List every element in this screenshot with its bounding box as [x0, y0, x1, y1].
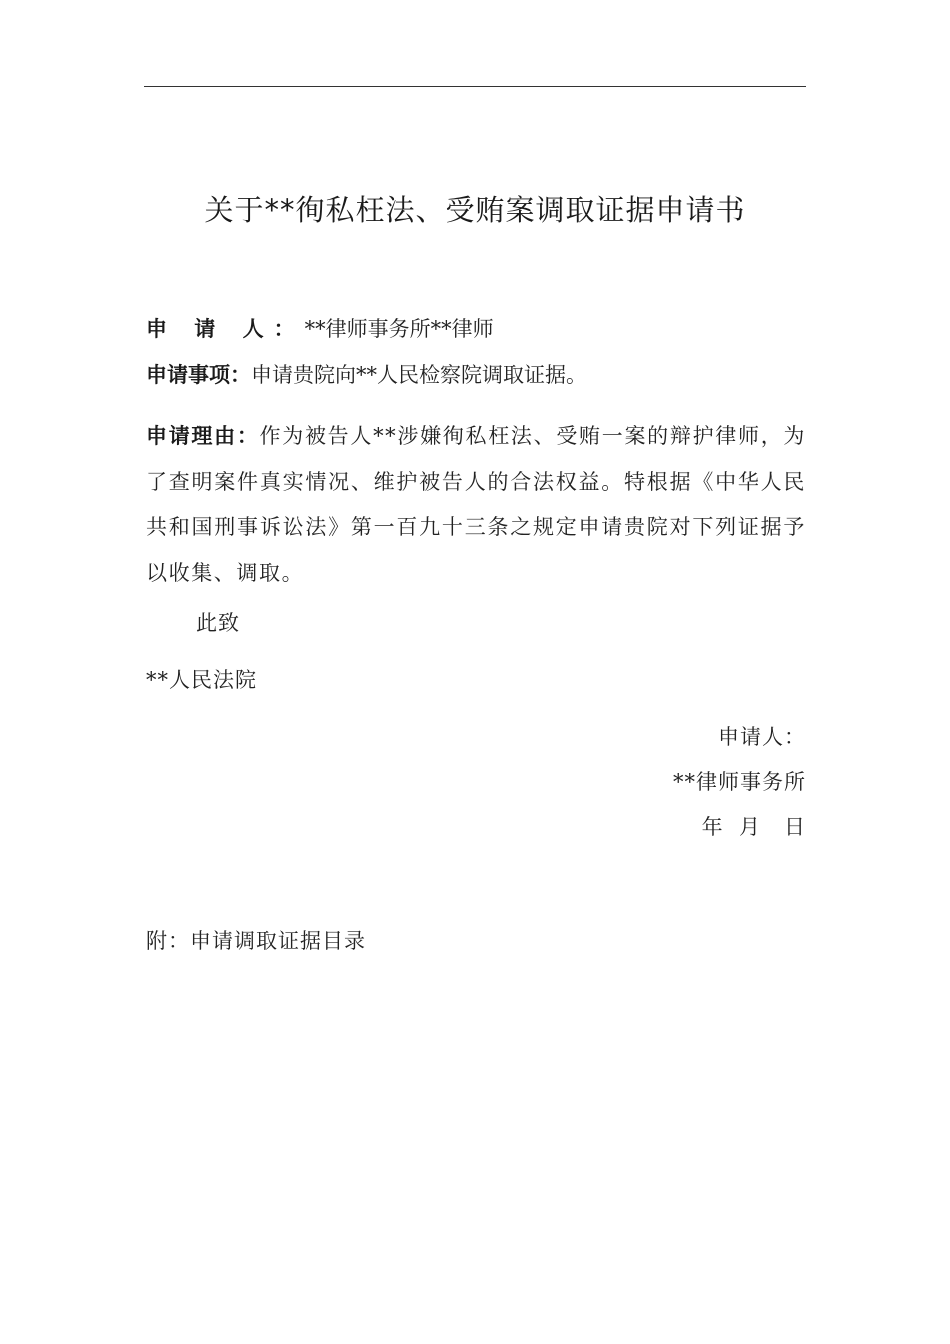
header-rule [144, 86, 806, 87]
reason-value: 作为被告人**涉嫌徇私枉法、受贿一案的辩护律师，为了查明案件真实情况、维护被告人的合法权益。特根据《中华人民共和国刑事诉讼法》第一百九十三条之规定申请贵院对下列证据予以收集、调取。 [146, 424, 807, 585]
applicant-label: 申 请 人： [146, 317, 305, 341]
applicant-line [146, 314, 494, 344]
reason-label: 申请理由： [146, 424, 260, 448]
document-title: 关于**徇私枉法、受贿案调取证据申请书 [204, 193, 746, 227]
signature-date: 年 月 日 [701, 815, 806, 839]
salutation: 此致 [196, 611, 240, 635]
matter-line [146, 360, 587, 390]
reason-paragraph [146, 414, 806, 596]
applicant-value: **律师事务所**律师 [304, 317, 494, 341]
signature-firm: **律师事务所 [673, 770, 806, 794]
signature-applicant: 申请人： [718, 725, 806, 749]
attachment-note: 附：申请调取证据目录 [146, 929, 366, 953]
recipient: **人民法院 [146, 668, 257, 692]
matter-value: 申请贵院向**人民检察院调取证据。 [251, 363, 587, 387]
matter-label: 申请事项： [146, 363, 251, 387]
